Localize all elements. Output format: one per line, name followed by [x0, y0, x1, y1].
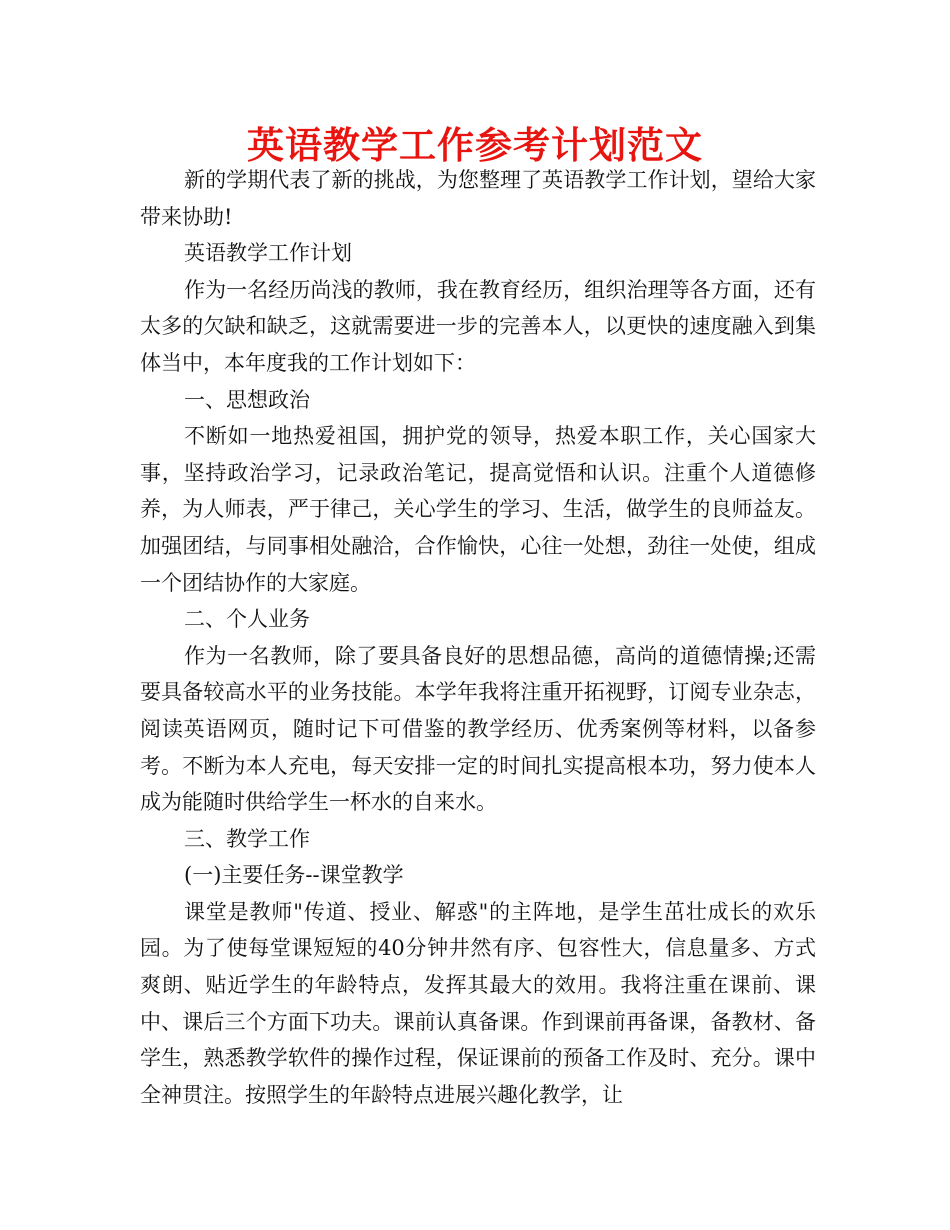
paragraph-classroom: 课堂是教师"传道、授业、解惑"的主阵地，是学生茁壮成长的欢乐园。为了使每堂课短短的40分钟井然有序、包容性大，信息量多、方式爽朗、贴近学生的年龄特点，发挥其最大的效用。我将注重在课前、课中、课后三个方面下功夫。课前认真备课。作到课前再备课，备教材、备学生，熟悉教学软件的操作过程，保证课前的预备工作及时、充分。课中全神贯注。按照学生的年龄特点进展兴趣化教学，让: [140, 899, 816, 1107]
section-heading-politics: 一、思想政治: [184, 387, 310, 412]
paragraph-politics: 不断如一地热爱祖国，拥护党的领导，热爱本职工作，关心国家大事，坚持政治学习，记录政治笔记，提高觉悟和认识。注重个人道德修养，为人师表，严于律己，关心学生的学习、生活，做学生的良师益友。加强团结，与同事相处融洽，合作愉快，心往一处想，劲往一处使，组成一个团结协作的大家庭。: [140, 424, 816, 595]
paragraph-personal: 作为一名教师，除了要具备良好的思想品德，高尚的道德情操;还需要具备较高水平的业务技能。本学年我将注重开拓视野，订阅专业杂志，阅读英语网页，随时记下可借鉴的教学经历、优秀案例等材料，以备参考。不断为本人充电，每天安排一定的时间扎实提高根本功，努力使本人成为能随时供给学生一杯水的自来水。: [140, 643, 816, 815]
document-title: 英语教学工作参考计划范文: [247, 123, 703, 167]
document-body: [140, 162, 816, 1113]
section-heading-teaching: 三、教学工作: [184, 826, 310, 851]
paragraph-preface: 作为一名经历尚浅的教师，我在教育经历，组织治理等各方面，还有太多的欠缺和缺乏，这就需要进一步的完善本人，以更快的速度融入到集体当中，本年度我的工作计划如下：: [140, 277, 816, 375]
paragraph-intro: 新的学期代表了新的挑战，为您整理了英语教学工作计划，望给大家带来协助!: [140, 168, 816, 229]
section-heading-personal: 二、个人业务: [184, 607, 310, 632]
paragraph-heading-plan: 英语教学工作计划: [184, 241, 352, 266]
subsection-heading-classroom: (一)主要任务--课堂教学: [184, 863, 404, 888]
